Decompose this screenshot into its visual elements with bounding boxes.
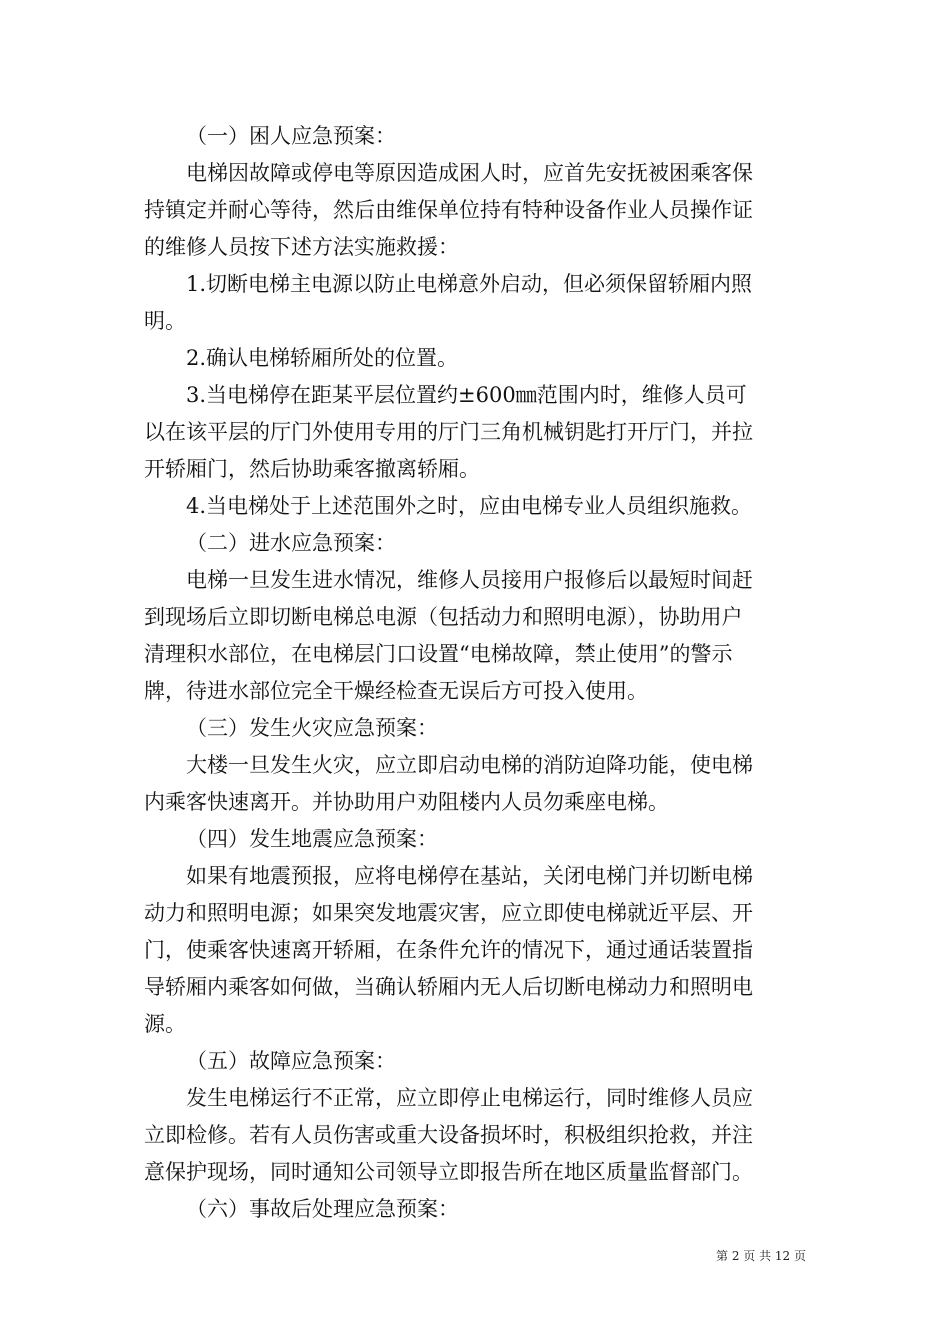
- text-line: 清理积水部位，在电梯层门口设置“电梯故障，禁止使用”的警示: [144, 642, 733, 666]
- text-line: 导轿厢内乘客如何做，当确认轿厢内无人后切断电梯动力和照明电: [144, 975, 753, 999]
- text-line: 明。: [144, 309, 186, 333]
- text-line: 开轿厢门，然后协助乘客撤离轿厢。: [144, 457, 480, 481]
- text-line: 以在该平层的厅门外使用专用的厅门三角机械钥匙打开厅门，并拉: [144, 420, 753, 444]
- text-line: 电梯一旦发生进水情况，维修人员接用户报修后以最短时间赶: [186, 568, 753, 592]
- document-body: [144, 118, 810, 1228]
- text-line: 牌，待进水部位完全干燥经检查无误后方可投入使用。: [144, 679, 648, 703]
- text-line: 大楼一旦发生火灾，应立即启动电梯的消防迫降功能，使电梯: [186, 753, 753, 777]
- text-line: 如果有地震预报，应将电梯停在基站，关闭电梯门并切断电梯: [186, 864, 753, 888]
- text-line: 源。: [144, 1012, 186, 1036]
- text-line: 门，使乘客快速离开轿厢，在条件允许的情况下，通过通话装置指: [144, 938, 753, 962]
- text-line: 持镇定并耐心等待，然后由维保单位持有特种设备作业人员操作证: [144, 198, 753, 222]
- text-line: 4.当电梯处于上述范围外之时，应由电梯专业人员组织施救。: [186, 494, 753, 518]
- section-heading: （六）事故后处理应急预案：: [186, 1197, 459, 1221]
- text-line: 2.确认电梯轿厢所处的位置。: [186, 346, 459, 370]
- text-line: 动力和照明电源；如果突发地震灾害，应立即使电梯就近平层、开: [144, 901, 753, 925]
- section-heading: （五）故障应急预案：: [186, 1049, 396, 1073]
- section-heading: （一）困人应急预案：: [186, 124, 396, 148]
- text-line: 1.切断电梯主电源以防止电梯意外启动，但必须保留轿厢内照: [186, 272, 753, 296]
- text-line: 立即检修。若有人员伤害或重大设备损坏时，积极组织抢救，并注: [144, 1123, 753, 1147]
- text-line: 到现场后立即切断电梯总电源（包括动力和照明电源），协助用户: [144, 605, 743, 629]
- text-line: 3.当电梯停在距某平层位置约±600㎜范围内时，维修人员可: [186, 383, 747, 407]
- text-line: 的维修人员按下述方法实施救援：: [144, 235, 459, 259]
- page-number: 第 2 页 共 12 页: [716, 1249, 806, 1263]
- text-line: 发生电梯运行不正常，应立即停止电梯运行，同时维修人员应: [186, 1086, 753, 1110]
- text-line: 内乘客快速离开。并协助用户劝阻楼内人员勿乘座电梯。: [144, 790, 669, 814]
- section-heading: （四）发生地震应急预案：: [186, 827, 438, 851]
- section-heading: （三）发生火灾应急预案：: [186, 716, 438, 740]
- text-line: 电梯因故障或停电等原因造成困人时，应首先安抚被困乘客保: [186, 161, 753, 185]
- text-line: 意保护现场，同时通知公司领导立即报告所在地区质量监督部门。: [144, 1160, 753, 1184]
- section-heading: （二）进水应急预案：: [186, 531, 396, 555]
